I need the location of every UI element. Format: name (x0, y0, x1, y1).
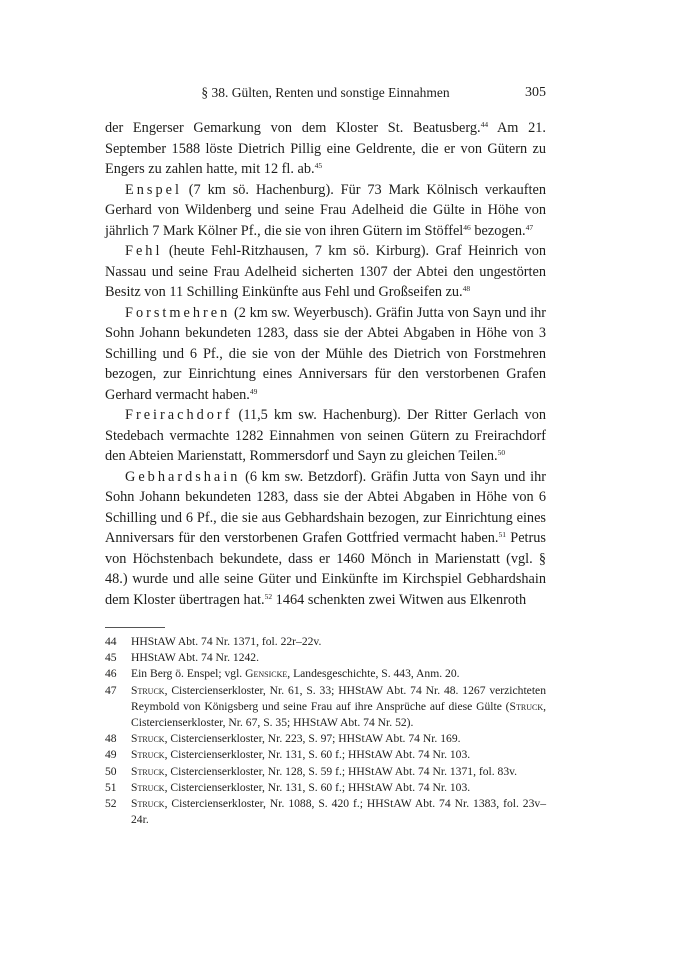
footnote-number: 44 (105, 635, 117, 648)
footnote-text: , Cistercienserkloster, Nr. 131, S. 60 f.; HHStAW Abt. 74 Nr. 103. (164, 748, 471, 762)
footnote-ref[interactable]: 44 (480, 120, 489, 129)
author-name: Gensicke (245, 667, 288, 681)
footnote-number: 46 (105, 667, 117, 681)
place-name: Fehl (125, 243, 163, 259)
footnote-text: HHStAW Abt. 74 Nr. 1371, fol. 22r–22v. (131, 635, 322, 648)
footnote-51 (105, 780, 546, 796)
footnote-separator (105, 627, 165, 628)
author-name: Struck (131, 683, 165, 697)
footnote-number: 49 (105, 748, 117, 762)
text-run: (7 km sö. Hachenburg). Für 73 Mark Kölnisch verkauften Gerhard von Wildenberg und seine Frau Adelheid die Gülte in Höhe von jährlich 7 Mark Kölner Pf., die sie von ihren Gütern im Stöffel (105, 181, 546, 239)
paragraph-freirachdorf (105, 405, 546, 467)
footnote-ref[interactable]: 49 (249, 386, 258, 396)
footnote-ref[interactable]: 52 (264, 591, 273, 601)
footnote-ref[interactable]: 46 (463, 222, 471, 232)
footnote-45 (105, 650, 546, 666)
footnotes (105, 634, 546, 828)
text-run: der Engerser Gemarkung von dem Kloster St. Beatusberg. (105, 120, 481, 136)
author-name: Struck (131, 797, 165, 811)
footnote-48 (105, 731, 546, 747)
footnote-number: 50 (105, 764, 117, 778)
footnote-ref[interactable]: 48 (462, 284, 471, 293)
place-name: Gebhardshain (125, 468, 241, 485)
footnote-text: , Cistercienserkloster, Nr. 223, S. 97; HHStAW Abt. 74 Nr. 169. (164, 732, 461, 746)
author-name: Struck (131, 780, 165, 794)
footnote-52 (105, 796, 546, 828)
footnote-number: 51 (105, 780, 117, 794)
footnote-49 (105, 747, 546, 763)
footnote-text: Ein Berg ö. Enspel; vgl. (131, 667, 246, 681)
page-number: 305 (525, 85, 546, 100)
paragraph-enspel (105, 180, 546, 242)
text-run: bezogen. (470, 222, 526, 239)
footnote-number: 47 (105, 683, 117, 697)
running-header (105, 85, 546, 107)
paragraph-gebhardshain (105, 467, 546, 611)
place-name: Forstmehren (125, 304, 231, 321)
text-run: (6 km sw. Betzdorf). Gräfin Jutta von Sayn und ihr Sohn Johann bekundeten 1283, dass sie der Abtei Abgaben in Höhe von 6 Schilling und 6 Pf., die sie aus Gebhardshain bezogen, zur Einrichtung eines Anniversars für den verstorbenen Grafen Gottfried vermacht haben. (105, 468, 546, 546)
footnote-46 (105, 666, 546, 682)
place-name: Enspel (125, 181, 182, 198)
footnote-50 (105, 764, 546, 780)
text-run: (11,5 km sw. Hachenburg). Der Ritter Gerlach von Stedebach vermachte 1282 Einnahmen von seinen Gütern zu Freirachdorf den Abteien Marienstatt, Rommersdorf und Sayn zu gleichen Teilen. (105, 407, 546, 464)
paragraph-forstmehren (105, 303, 546, 406)
author-name: Struck (131, 748, 165, 762)
running-title: § 38. Gülten, Renten und sonstige Einnahmen (201, 85, 450, 100)
text-run: (2 km sw. Weyerbusch). Gräfin Jutta von Sayn und ihr Sohn Johann bekundeten 1283, dass sie der Abtei Abgaben in Höhe von 3 Schilling und 6 Pf., die sie von der Mühle des Dietrich von Forstmehren bezogen, zur Einrichtung eines Anniversars für den verstorbenen Grafen Gerhard vermacht haben. (105, 304, 546, 403)
author-name: Struck (131, 732, 165, 746)
footnote-number: 45 (105, 651, 117, 665)
paragraph-engers (105, 118, 546, 180)
footnote-text: , Landesgeschichte, S. 443, Anm. 20. (287, 667, 460, 681)
footnote-text: , Cistercienserkloster, Nr. 131, S. 60 f.; HHStAW Abt. 74 Nr. 103. (164, 780, 471, 794)
paragraph-fehl (105, 241, 546, 303)
author-name: Struck (131, 764, 165, 778)
main-text (105, 118, 546, 610)
footnote-text: , Cistercienserkloster, Nr. 61, S. 33; HHStAW Abt. 74 Nr. 48. 1267 verzichteten Reymbold von Königsberg und seine Frau auf ihre Ansprüche auf diese Gülte ( (131, 683, 546, 713)
footnote-text: HHStAW Abt. 74 Nr. 1242. (131, 651, 260, 665)
footnote-47 (105, 683, 546, 732)
footnote-44 (105, 634, 546, 650)
footnote-number: 52 (105, 797, 117, 811)
footnote-ref[interactable]: 45 (314, 161, 323, 170)
footnote-ref[interactable]: 47 (525, 222, 534, 232)
footnote-text: , Cistercienserkloster, Nr. 128, S. 59 f.; HHStAW Abt. 74 Nr. 1371, fol. 83v. (164, 764, 518, 778)
footnote-number: 48 (105, 732, 117, 746)
author-name: Struck (509, 699, 544, 713)
text-run: 1464 schenkten zwei Witwen aus Elkenroth (272, 591, 527, 608)
text-run: Am 21. September 1588 löste Dietrich Pillig eine Geldrente, die er von Gütern zu Engers zu zahlen hatte, mit 12 fl. ab. (105, 120, 546, 177)
footnote-ref[interactable]: 50 (497, 448, 506, 457)
place-name: Freirachdorf (125, 407, 233, 423)
text-run: (heute Fehl-Ritzhausen, 7 km sö. Kirburg). Graf Heinrich von Nassau und seine Frau Adelheid sicherten 1307 der Abtei den ungestörten Besitz von 11 Schilling Einkünfte aus Fehl und Großseifen zu. (105, 243, 546, 300)
footnote-ref[interactable]: 51 (498, 530, 506, 539)
text-run: Petrus von Höchstenbach bekundete, dass er 1460 Mönch in Marienstatt (vgl. § 48.) wurde und alle seine Güter und Einkünfte im Kirchspiel Gebhardshain dem Kloster übertragen hat. (105, 530, 546, 608)
footnote-text: , Cistercienserkloster, Nr. 1088, S. 420 f.; HHStAW Abt. 74 Nr. 1383, fol. 23v–24r. (131, 797, 546, 827)
footnote-text: , Cistercienserkloster, Nr. 67, S. 35; HHStAW Abt. 74 Nr. 52). (131, 699, 546, 730)
